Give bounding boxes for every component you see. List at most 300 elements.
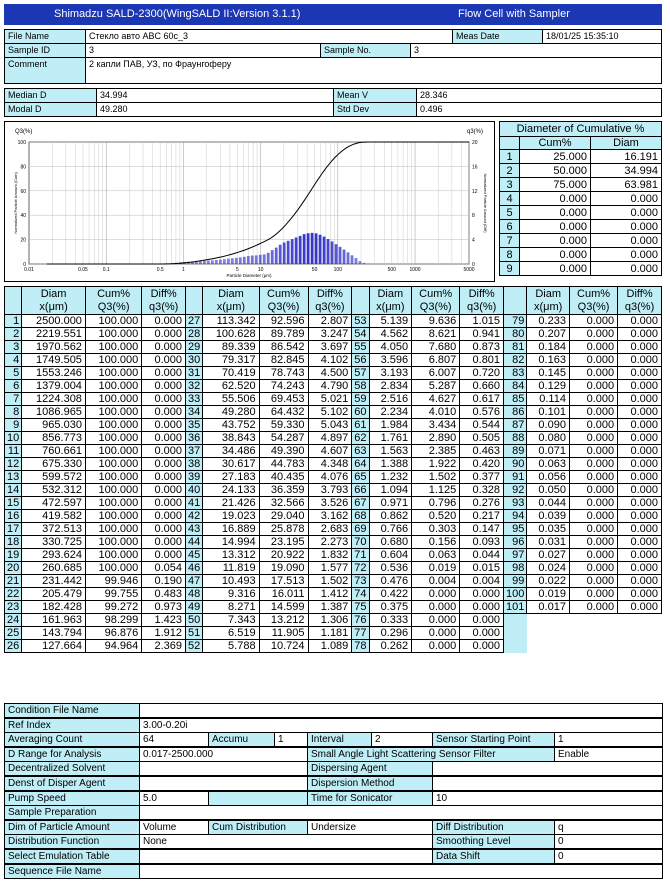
diff-value: 2.273 bbox=[308, 536, 352, 549]
cum-value: 10.724 bbox=[259, 640, 308, 653]
condition-file-name-label: Condition File Name bbox=[4, 703, 140, 718]
cum-value: 100.000 bbox=[85, 523, 141, 536]
cum-value: 54.287 bbox=[259, 432, 308, 445]
row-index: 38 bbox=[186, 458, 203, 471]
cum-table-diam: 34.994 bbox=[591, 164, 662, 178]
diff-bar bbox=[255, 255, 258, 264]
sequence-file-label: Sequence File Name bbox=[4, 864, 140, 879]
data-table-header-diameter-title: Diam bbox=[40, 287, 67, 300]
diameter-value: 89.339 bbox=[203, 341, 259, 354]
row-index: 9 bbox=[5, 419, 22, 432]
right-axis-label: Normalized Particle Amount (Diff) bbox=[483, 173, 488, 233]
y2-tick-label: 12 bbox=[472, 188, 478, 195]
row-index: 37 bbox=[186, 445, 203, 458]
cum-value: 6.007 bbox=[412, 367, 460, 380]
data-table-header-diameter-unit: x(μm) bbox=[39, 300, 68, 313]
cum-table-row bbox=[500, 192, 662, 206]
row-index: 29 bbox=[186, 341, 203, 354]
cum-value: 0.000 bbox=[569, 523, 617, 536]
cum-value: 0.000 bbox=[412, 601, 460, 614]
row-index: 33 bbox=[186, 393, 203, 406]
data-table-header-cum-title: Cum% bbox=[267, 287, 301, 300]
diff-value: 0.000 bbox=[618, 510, 662, 523]
diff-value: 0.000 bbox=[618, 471, 662, 484]
data-table-header-diff bbox=[460, 287, 504, 315]
diff-value: 0.000 bbox=[618, 549, 662, 562]
time-sonicator-label: Time for Sonicator bbox=[307, 791, 433, 806]
cum-value: 0.000 bbox=[569, 432, 617, 445]
row-index: 55 bbox=[352, 341, 369, 354]
diff-value: 0.054 bbox=[142, 562, 186, 575]
cum-table-diam: 16.191 bbox=[591, 150, 662, 164]
modal-d-label: Modal D bbox=[4, 102, 97, 117]
row-index: 26 bbox=[5, 640, 22, 653]
data-table-header-diameter-title: Diam bbox=[377, 287, 404, 300]
cum-value: 2.890 bbox=[412, 432, 460, 445]
y2-tick-label: 8 bbox=[472, 213, 475, 220]
diameter-value: 1970.562 bbox=[22, 341, 86, 354]
cum-table-diam: 0.000 bbox=[591, 248, 662, 262]
row-index: 12 bbox=[5, 458, 22, 471]
cum-value: 36.359 bbox=[259, 484, 308, 497]
diameter-value: 0.476 bbox=[369, 575, 412, 588]
data-table-header-diameter bbox=[22, 287, 86, 315]
diff-value: 0.720 bbox=[460, 367, 504, 380]
diameter-value: 1.984 bbox=[369, 419, 412, 432]
data-table bbox=[4, 286, 662, 653]
distribution-function: None bbox=[139, 834, 433, 849]
cum-value: 49.390 bbox=[259, 445, 308, 458]
cum-value: 1.125 bbox=[412, 484, 460, 497]
row-index: 62 bbox=[352, 432, 369, 445]
diff-value: 0.000 bbox=[142, 432, 186, 445]
diff-value: 0.000 bbox=[142, 328, 186, 341]
diff-value: 3.162 bbox=[308, 510, 352, 523]
x-tick-label: 0.05 bbox=[78, 267, 88, 273]
diff-value: 0.576 bbox=[460, 406, 504, 419]
diameter-value: 0.090 bbox=[527, 419, 570, 432]
diff-value: 0.000 bbox=[618, 536, 662, 549]
diff-value: 4.348 bbox=[308, 458, 352, 471]
diff-value: 0.000 bbox=[618, 523, 662, 536]
diameter-value: 0.056 bbox=[527, 471, 570, 484]
data-table-header-diff-unit: q3(%) bbox=[148, 300, 179, 313]
data-table-row bbox=[5, 354, 662, 367]
data-table-header bbox=[5, 287, 662, 315]
row-index: 50 bbox=[186, 614, 203, 627]
cum-value: 94.964 bbox=[85, 640, 141, 653]
diff-bar bbox=[363, 263, 366, 264]
cum-value: 100.000 bbox=[85, 380, 141, 393]
diameter-value: 0.019 bbox=[527, 588, 570, 601]
diff-value: 0.000 bbox=[142, 458, 186, 471]
row-index: 85 bbox=[504, 393, 527, 406]
diameter-value: 205.479 bbox=[22, 588, 86, 601]
diameter-value: 532.312 bbox=[22, 484, 86, 497]
pump-speed-label: Pump Speed bbox=[4, 791, 140, 806]
row-index: 63 bbox=[352, 445, 369, 458]
data-table-header-corner bbox=[504, 287, 527, 315]
row-index: 67 bbox=[352, 497, 369, 510]
diff-value: 1.306 bbox=[308, 614, 352, 627]
row-index: 84 bbox=[504, 380, 527, 393]
diff-bar bbox=[359, 261, 362, 264]
sample-no-value: 3 bbox=[410, 43, 662, 58]
diff-value: 1.387 bbox=[308, 601, 352, 614]
data-table-header-cum bbox=[259, 287, 308, 315]
cum-value: 40.435 bbox=[259, 471, 308, 484]
diff-value: 0.000 bbox=[618, 445, 662, 458]
diameter-value: 0.039 bbox=[527, 510, 570, 523]
y-tick-label: 100 bbox=[17, 140, 26, 146]
diameter-empty bbox=[527, 614, 570, 627]
row-index: 8 bbox=[5, 406, 22, 419]
row-index: 39 bbox=[186, 471, 203, 484]
dispersion-method bbox=[432, 776, 663, 791]
diameter-value: 1.388 bbox=[369, 458, 412, 471]
ref-index: 3.00-0.20i bbox=[139, 718, 663, 733]
diff-bar bbox=[351, 255, 354, 264]
cum-table bbox=[499, 121, 662, 276]
data-table-header-diff-title: Diff% bbox=[150, 287, 177, 300]
cum-table-idx: 9 bbox=[500, 262, 520, 276]
cum-value: 14.599 bbox=[259, 601, 308, 614]
data-table-row bbox=[5, 315, 662, 328]
x-tick-label: 0.1 bbox=[102, 267, 110, 273]
diameter-value: 55.506 bbox=[203, 393, 259, 406]
diameter-value: 0.101 bbox=[527, 406, 570, 419]
y2-tick-label: 16 bbox=[472, 164, 478, 171]
averaging-count-label: Averaging Count bbox=[4, 732, 140, 747]
diff-value: 1.832 bbox=[308, 549, 352, 562]
cum-value: 0.000 bbox=[412, 588, 460, 601]
data-table-row bbox=[5, 588, 662, 601]
cum-table-idx: 5 bbox=[500, 206, 520, 220]
cum-value: 100.000 bbox=[85, 510, 141, 523]
cum-value: 100.000 bbox=[85, 471, 141, 484]
row-index: 77 bbox=[352, 627, 369, 640]
sample-id-value: 3 bbox=[85, 43, 321, 58]
mode-title: Flow Cell with Sampler bbox=[458, 8, 570, 20]
meas-date-label: Meas Date bbox=[452, 29, 543, 44]
cum-value: 0.063 bbox=[412, 549, 460, 562]
row-index: 23 bbox=[5, 601, 22, 614]
diameter-value: 143.794 bbox=[22, 627, 86, 640]
diff-value: 0.000 bbox=[618, 367, 662, 380]
row-index: 81 bbox=[504, 341, 527, 354]
median-d-label: Median D bbox=[4, 88, 97, 103]
diff-value: 0.000 bbox=[142, 523, 186, 536]
diameter-value: 79.317 bbox=[203, 354, 259, 367]
row-index: 79 bbox=[504, 315, 527, 328]
cum-value: 100.000 bbox=[85, 393, 141, 406]
row-index: 3 bbox=[5, 341, 22, 354]
modal-d-value: 49.280 bbox=[96, 102, 334, 117]
row-index: 2 bbox=[5, 328, 22, 341]
diff-value: 0.000 bbox=[618, 458, 662, 471]
diameter-value: 0.680 bbox=[369, 536, 412, 549]
row-index: 74 bbox=[352, 588, 369, 601]
time-sonicator: 10 bbox=[432, 791, 663, 806]
diff-value: 1.577 bbox=[308, 562, 352, 575]
cum-table-cum: 0.000 bbox=[520, 220, 591, 234]
diff-value: 3.247 bbox=[308, 328, 352, 341]
diameter-value: 38.843 bbox=[203, 432, 259, 445]
data-table-row bbox=[5, 419, 662, 432]
diameter-cumulative-table bbox=[499, 121, 662, 282]
cum-value: 59.330 bbox=[259, 419, 308, 432]
cum-distribution: Undersize bbox=[307, 820, 433, 835]
row-index: 1 bbox=[5, 315, 22, 328]
diff-bar bbox=[239, 257, 242, 264]
cum-value: 0.000 bbox=[569, 458, 617, 471]
cum-value: 17.513 bbox=[259, 575, 308, 588]
diameter-value: 0.027 bbox=[527, 549, 570, 562]
diameter-value: 599.572 bbox=[22, 471, 86, 484]
row-index: 76 bbox=[352, 614, 369, 627]
diff-bar bbox=[223, 259, 226, 264]
diameter-value: 0.063 bbox=[527, 458, 570, 471]
row-index: 69 bbox=[352, 523, 369, 536]
cum-table-row bbox=[500, 150, 662, 164]
x-tick-label: 0.5 bbox=[156, 267, 164, 273]
diameter-value: 0.333 bbox=[369, 614, 412, 627]
diameter-value: 0.044 bbox=[527, 497, 570, 510]
cum-table-corner bbox=[500, 137, 520, 150]
diff-value: 2.807 bbox=[308, 315, 352, 328]
x-tick-label: 0.01 bbox=[24, 267, 34, 273]
data-table-header-corner bbox=[186, 287, 203, 315]
diff-bar bbox=[215, 260, 218, 264]
diameter-value: 675.330 bbox=[22, 458, 86, 471]
diameter-value: 0.145 bbox=[527, 367, 570, 380]
data-table-row bbox=[5, 458, 662, 471]
diff-value: 0.000 bbox=[618, 484, 662, 497]
accumu: 1 bbox=[274, 732, 308, 747]
diff-value: 0.420 bbox=[460, 458, 504, 471]
diff-value: 0.000 bbox=[618, 380, 662, 393]
row-index: 6 bbox=[5, 380, 22, 393]
diameter-value: 2500.000 bbox=[22, 315, 86, 328]
cum-value: 89.789 bbox=[259, 328, 308, 341]
diameter-value: 6.519 bbox=[203, 627, 259, 640]
x-tick-label: 1 bbox=[182, 267, 185, 273]
cum-value: 100.000 bbox=[85, 367, 141, 380]
diameter-value: 1.232 bbox=[369, 471, 412, 484]
row-index: 65 bbox=[352, 471, 369, 484]
cum-value: 0.796 bbox=[412, 497, 460, 510]
diff-value: 0.217 bbox=[460, 510, 504, 523]
cum-value: 100.000 bbox=[85, 354, 141, 367]
pump-speed: 5.0 bbox=[139, 791, 209, 806]
row-index: 58 bbox=[352, 380, 369, 393]
comment-label: Comment bbox=[4, 57, 86, 84]
cum-table-cum: 75.000 bbox=[520, 178, 591, 192]
diff-bar bbox=[323, 237, 326, 264]
row-index: 89 bbox=[504, 445, 527, 458]
diff-value: 0.000 bbox=[460, 601, 504, 614]
diff-bar bbox=[211, 260, 214, 264]
diff-value: 0.147 bbox=[460, 523, 504, 536]
y-tick-label: 60 bbox=[20, 188, 26, 195]
cum-value: 100.000 bbox=[85, 328, 141, 341]
diameter-value: 0.862 bbox=[369, 510, 412, 523]
data-table-header-cum bbox=[569, 287, 617, 315]
data-table-row bbox=[5, 523, 662, 536]
diameter-value: 0.375 bbox=[369, 601, 412, 614]
row-index: 25 bbox=[5, 627, 22, 640]
x-tick-label: 10 bbox=[257, 267, 264, 273]
diff-value: 0.000 bbox=[618, 588, 662, 601]
cum-table-cum: 0.000 bbox=[520, 206, 591, 220]
diff-value: 0.505 bbox=[460, 432, 504, 445]
row-index: 40 bbox=[186, 484, 203, 497]
row-index: 30 bbox=[186, 354, 203, 367]
data-table-header-diameter-unit: x(μm) bbox=[534, 300, 563, 313]
cum-value: 29.040 bbox=[259, 510, 308, 523]
cum-value: 8.621 bbox=[412, 328, 460, 341]
left-axis-label: Normalized Particle Amount (Cum) bbox=[13, 172, 18, 234]
row-index: 4 bbox=[5, 354, 22, 367]
diff-value: 1.423 bbox=[142, 614, 186, 627]
data-table-header-corner bbox=[5, 287, 22, 315]
row-index: 51 bbox=[186, 627, 203, 640]
diff-value: 0.377 bbox=[460, 471, 504, 484]
row-index: 91 bbox=[504, 471, 527, 484]
diff-bar bbox=[263, 254, 266, 264]
diff-value: 0.801 bbox=[460, 354, 504, 367]
data-table-header-cum-title: Cum% bbox=[419, 287, 453, 300]
x-tick-label: 500 bbox=[387, 267, 396, 273]
cum-value: 0.000 bbox=[569, 445, 617, 458]
cum-value: 0.000 bbox=[569, 341, 617, 354]
diameter-value: 2219.551 bbox=[22, 328, 86, 341]
denst bbox=[139, 776, 308, 791]
cum-value: 100.000 bbox=[85, 445, 141, 458]
diff-value: 5.102 bbox=[308, 406, 352, 419]
cum-value: 0.000 bbox=[569, 393, 617, 406]
diameter-value: 0.050 bbox=[527, 484, 570, 497]
diff-value: 0.000 bbox=[618, 562, 662, 575]
diff-value: 0.544 bbox=[460, 419, 504, 432]
diff-bar bbox=[243, 257, 246, 264]
x-tick-label: 100 bbox=[333, 267, 342, 273]
cum-value: 100.000 bbox=[85, 341, 141, 354]
diameter-value: 34.486 bbox=[203, 445, 259, 458]
diff-value: 0.044 bbox=[460, 549, 504, 562]
data-table-row bbox=[5, 445, 662, 458]
cum-empty bbox=[569, 640, 617, 653]
row-index: 44 bbox=[186, 536, 203, 549]
decentralized-solvent-label: Decentralized Solvent bbox=[4, 761, 140, 776]
row-index: 10 bbox=[5, 432, 22, 445]
diff-value: 0.000 bbox=[618, 328, 662, 341]
diameter-value: 0.766 bbox=[369, 523, 412, 536]
cum-table-diam: 0.000 bbox=[591, 192, 662, 206]
diff-value: 0.000 bbox=[460, 627, 504, 640]
diff-empty bbox=[618, 614, 662, 627]
cum-value: 19.090 bbox=[259, 562, 308, 575]
row-index: 46 bbox=[186, 562, 203, 575]
diff-value: 1.181 bbox=[308, 627, 352, 640]
row-index: 95 bbox=[504, 523, 527, 536]
cum-value: 32.566 bbox=[259, 497, 308, 510]
diff-value: 0.000 bbox=[618, 601, 662, 614]
diameter-value: 0.604 bbox=[369, 549, 412, 562]
cum-value: 25.878 bbox=[259, 523, 308, 536]
cum-value: 0.000 bbox=[569, 588, 617, 601]
cum-value: 9.636 bbox=[412, 315, 460, 328]
diff-empty bbox=[618, 627, 662, 640]
diameter-value: 965.030 bbox=[22, 419, 86, 432]
diff-value: 0.000 bbox=[142, 484, 186, 497]
y2-tick-label: 20 bbox=[472, 140, 478, 146]
diff-value: 1.089 bbox=[308, 640, 352, 653]
row-index: 60 bbox=[352, 406, 369, 419]
select-emulation bbox=[139, 849, 433, 864]
x-tick-label: 5000 bbox=[463, 267, 475, 273]
cum-table-diam: 0.000 bbox=[591, 262, 662, 276]
cum-value: 0.000 bbox=[569, 575, 617, 588]
diameter-value: 16.889 bbox=[203, 523, 259, 536]
row-index: 13 bbox=[5, 471, 22, 484]
dispersing-agent-label: Dispersing Agent bbox=[307, 761, 433, 776]
data-table-header-diff-title: Diff% bbox=[626, 287, 653, 300]
diff-value: 0.328 bbox=[460, 484, 504, 497]
row-index: 5 bbox=[5, 367, 22, 380]
cum-value: 6.807 bbox=[412, 354, 460, 367]
cum-distribution-label: Cum Distribution bbox=[208, 820, 308, 835]
y-tick-label: 80 bbox=[20, 164, 26, 171]
row-index: 66 bbox=[352, 484, 369, 497]
cum-value: 0.000 bbox=[569, 471, 617, 484]
cum-value: 64.432 bbox=[259, 406, 308, 419]
data-table-row bbox=[5, 549, 662, 562]
diameter-value: 19.023 bbox=[203, 510, 259, 523]
data-table-header-corner bbox=[352, 287, 369, 315]
diameter-value: 0.262 bbox=[369, 640, 412, 653]
row-index: 47 bbox=[186, 575, 203, 588]
diff-bar bbox=[307, 233, 310, 264]
diameter-value: 0.536 bbox=[369, 562, 412, 575]
y-tick-label: 20 bbox=[20, 237, 26, 244]
diameter-value: 21.426 bbox=[203, 497, 259, 510]
cum-table-cum: 0.000 bbox=[520, 192, 591, 206]
cum-value: 78.743 bbox=[259, 367, 308, 380]
diff-value: 0.000 bbox=[142, 549, 186, 562]
row-index: 98 bbox=[504, 562, 527, 575]
diff-value: 3.526 bbox=[308, 497, 352, 510]
cum-table-row bbox=[500, 262, 662, 276]
row-index: 31 bbox=[186, 367, 203, 380]
data-table-header-cum-title: Cum% bbox=[577, 287, 611, 300]
diff-bar bbox=[335, 244, 338, 264]
x-tick-label: 50 bbox=[311, 267, 318, 273]
data-table-row bbox=[5, 627, 662, 640]
diff-value: 0.015 bbox=[460, 562, 504, 575]
cum-value: 74.243 bbox=[259, 380, 308, 393]
diameter-value: 3.596 bbox=[369, 354, 412, 367]
data-table-row bbox=[5, 640, 662, 653]
title-bar bbox=[4, 4, 662, 25]
diff-value: 3.793 bbox=[308, 484, 352, 497]
diff-bar bbox=[283, 242, 286, 264]
diameter-value: 4.562 bbox=[369, 328, 412, 341]
file-name-label: File Name bbox=[4, 29, 86, 44]
diff-bar bbox=[339, 247, 342, 264]
cum-value: 100.000 bbox=[85, 458, 141, 471]
diameter-value: 0.035 bbox=[527, 523, 570, 536]
